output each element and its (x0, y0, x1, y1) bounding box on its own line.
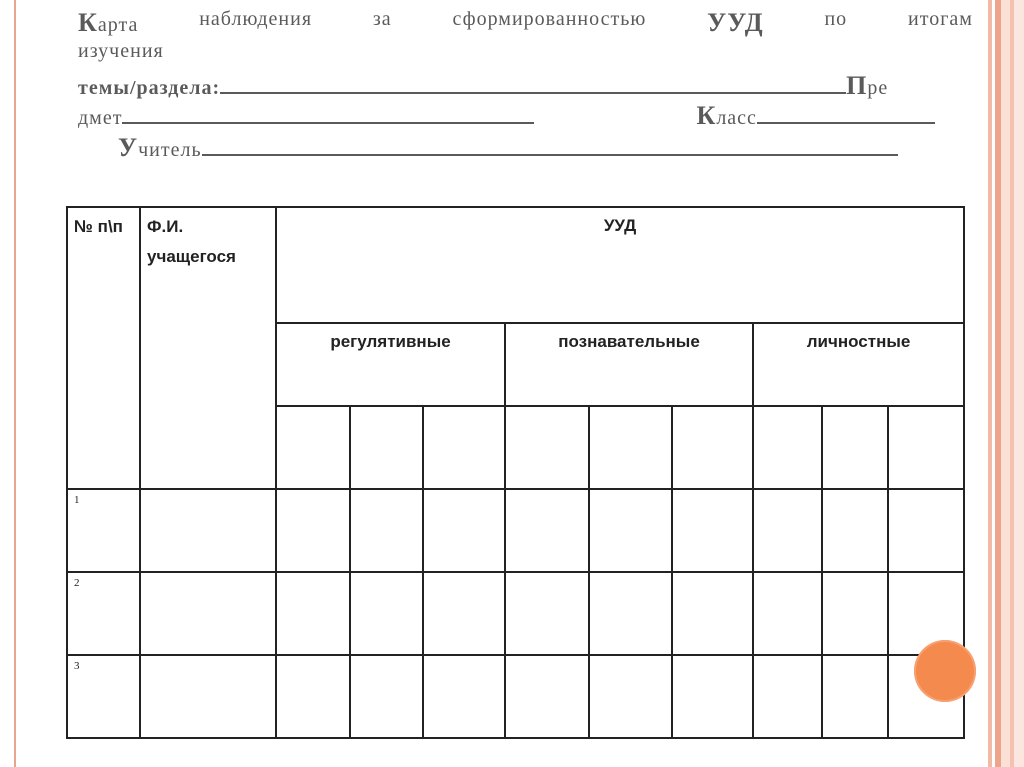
mark-cell[interactable] (350, 572, 423, 655)
col-name-header: Ф.И. учащегося (140, 207, 276, 489)
mark-cell[interactable] (753, 655, 822, 738)
subject-class-line (78, 100, 935, 131)
sub-cell[interactable] (753, 406, 822, 489)
sub-cell[interactable] (276, 406, 350, 489)
subject-blank (122, 100, 534, 124)
orange-circle-decoration (914, 640, 976, 702)
mark-cell[interactable] (822, 655, 888, 738)
mark-cell[interactable] (589, 489, 672, 572)
mark-cell[interactable] (822, 489, 888, 572)
teacher-line (118, 132, 898, 163)
mark-cell[interactable] (822, 572, 888, 655)
row-number: 2 (67, 572, 140, 655)
class-label: Класс (696, 101, 757, 130)
mark-cell[interactable] (276, 655, 350, 738)
title-word-uud: УУД (707, 8, 764, 37)
mark-cell[interactable] (672, 655, 753, 738)
col-num-header: № п\п (67, 207, 140, 489)
subject-label-start: П (846, 71, 868, 100)
title-word-3: за (372, 8, 392, 30)
sub-cell[interactable] (822, 406, 888, 489)
mark-cell[interactable] (672, 572, 753, 655)
class-blank (757, 100, 935, 124)
sub-cell[interactable] (350, 406, 423, 489)
left-border-line (14, 0, 16, 767)
group-cognitive: познавательные (505, 323, 753, 406)
sub-cell[interactable] (505, 406, 589, 489)
mark-cell[interactable] (423, 655, 505, 738)
table-row (67, 572, 964, 655)
mark-cell[interactable] (423, 489, 505, 572)
teacher-blank (202, 132, 898, 156)
sub-cell[interactable] (589, 406, 672, 489)
topic-label: темы/раздела: (78, 77, 221, 99)
uud-header: УУД (276, 207, 964, 323)
title-word-2: наблюдения (199, 8, 313, 30)
group-personal: личностные (753, 323, 964, 406)
student-name-cell[interactable] (140, 655, 276, 738)
title-word-7: итогам (908, 8, 973, 30)
row-number: 3 (67, 655, 140, 738)
table-row (67, 655, 964, 738)
right-decorative-stripes (984, 0, 1024, 767)
subject-label-end: дмет (78, 107, 123, 129)
title-word-4: сформированностью (452, 8, 647, 30)
student-name-cell[interactable] (140, 489, 276, 572)
mark-cell[interactable] (753, 489, 822, 572)
sub-cell[interactable] (423, 406, 505, 489)
mark-cell[interactable] (350, 489, 423, 572)
topic-line: темы/раздела: Пре (78, 71, 889, 100)
title-line-1 (78, 8, 973, 38)
observation-table (66, 206, 965, 739)
mark-cell[interactable] (505, 655, 589, 738)
sub-cell[interactable] (888, 406, 964, 489)
sub-cell[interactable] (672, 406, 753, 489)
mark-cell[interactable] (505, 489, 589, 572)
title-word-1: Карта (78, 8, 139, 37)
mark-cell[interactable] (589, 572, 672, 655)
table-row (67, 489, 964, 572)
topic-blank (220, 70, 846, 94)
teacher-label: Учитель (118, 133, 202, 162)
mark-cell[interactable] (276, 572, 350, 655)
mark-cell[interactable] (888, 489, 964, 572)
student-name-cell[interactable] (140, 572, 276, 655)
mark-cell[interactable] (350, 655, 423, 738)
mark-cell[interactable] (276, 489, 350, 572)
mark-cell[interactable] (672, 489, 753, 572)
mark-cell[interactable] (589, 655, 672, 738)
group-regulatory: регулятивные (276, 323, 505, 406)
title-word-6: по (824, 8, 848, 30)
mark-cell[interactable] (753, 572, 822, 655)
mark-cell[interactable] (505, 572, 589, 655)
row-number: 1 (67, 489, 140, 572)
mark-cell[interactable] (423, 572, 505, 655)
title-line-2: изучения (78, 40, 164, 62)
